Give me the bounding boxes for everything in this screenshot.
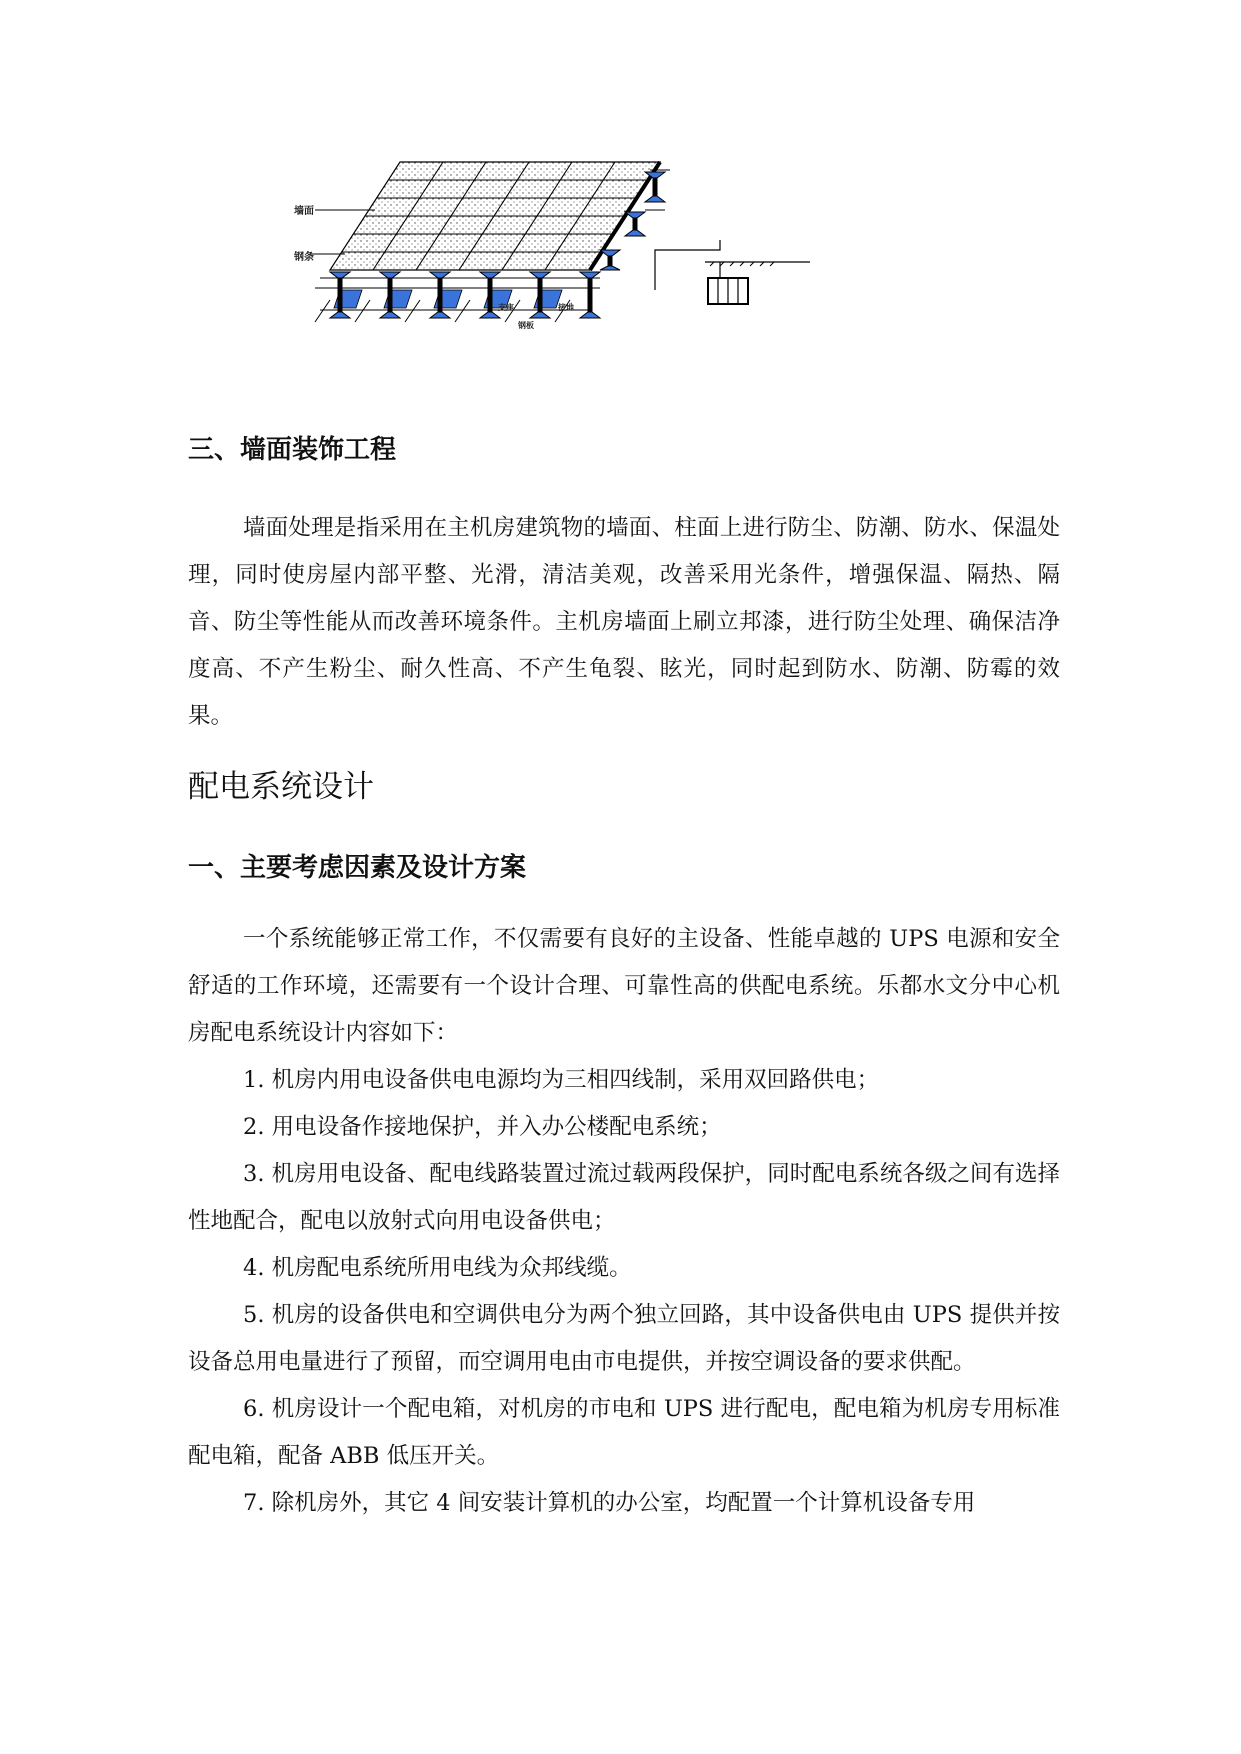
list-item: 5. 机房的设备供电和空调供电分为两个独立回路，其中设备供电由 UPS 提供并按设备总用电量进行了预留，而空调用电由市电提供，并按空调设备的要求供配。 bbox=[188, 1302, 1060, 1375]
ground-wire bbox=[655, 240, 810, 304]
paragraph-power-intro: 一个系统能够正常工作，不仅需要有良好的主设备、性能卓越的 UPS 电源和安全舒适的工作环境，还需要有一个设计合理、可靠性高的供配电系统。乐都水文分中心机房配电系统设计内容如下： bbox=[188, 926, 1060, 1046]
figure-label-beam: 钢条 bbox=[294, 252, 314, 263]
section-heading-wall: 三、墙面装饰工程 bbox=[188, 435, 397, 465]
list-item: 7. 除机房外，其它 4 间安装计算机的办公室，均配置一个计算机设备专用 bbox=[243, 1490, 976, 1516]
figure-label-bottom: 钢板 bbox=[518, 321, 534, 330]
paragraph-wall: 墙面处理是指采用在主机房建筑物的墙面、柱面上进行防尘、防潮、防水、保温处理，同时使房屋内部平整、光滑，清洁美观，改善采用光条件，增强保温、隔热、隔音、防尘等性能从而改善环境条件。主机房墙面上刷立邦漆，进行防尘处理、确保洁净度高、不产生粉尘、耐久性高、不产生龟裂、眩光，同时起到防水、防潮、防霉的效果。 bbox=[188, 515, 1060, 729]
list-item: 4. 机房配电系统所用电线为众邦线缆。 bbox=[243, 1255, 632, 1281]
section-heading-power: 一、主要考虑因素及设计方案 bbox=[188, 853, 527, 883]
list-item: 1. 机房内用电设备供电电源均为三相四线制，采用双回路供电； bbox=[243, 1067, 880, 1093]
figure-label-ground: 接地 bbox=[558, 303, 574, 312]
list-item: 6. 机房设计一个配电箱，对机房的市电和 UPS 进行配电，配电箱为机房专用标准配电箱，配备 ABB 低压开关。 bbox=[188, 1396, 1060, 1469]
figure-label-support: 支座 bbox=[498, 303, 514, 312]
document-body bbox=[188, 432, 1060, 1527]
figure-label-wall: 墙面 bbox=[294, 206, 314, 217]
panels bbox=[334, 290, 562, 308]
list-item: 2. 用电设备作接地保护，并入办公楼配电系统； bbox=[243, 1114, 722, 1140]
raised-floor-diagram bbox=[294, 150, 860, 380]
raised-floor-drawing bbox=[300, 150, 860, 380]
chapter-title: 配电系统设计 bbox=[188, 769, 374, 805]
list-item: 3. 机房用电设备、配电线路装置过流过载两段保护，同时配电系统各级之间有选择性地配合，配电以放射式向用电设备供电； bbox=[188, 1161, 1060, 1234]
